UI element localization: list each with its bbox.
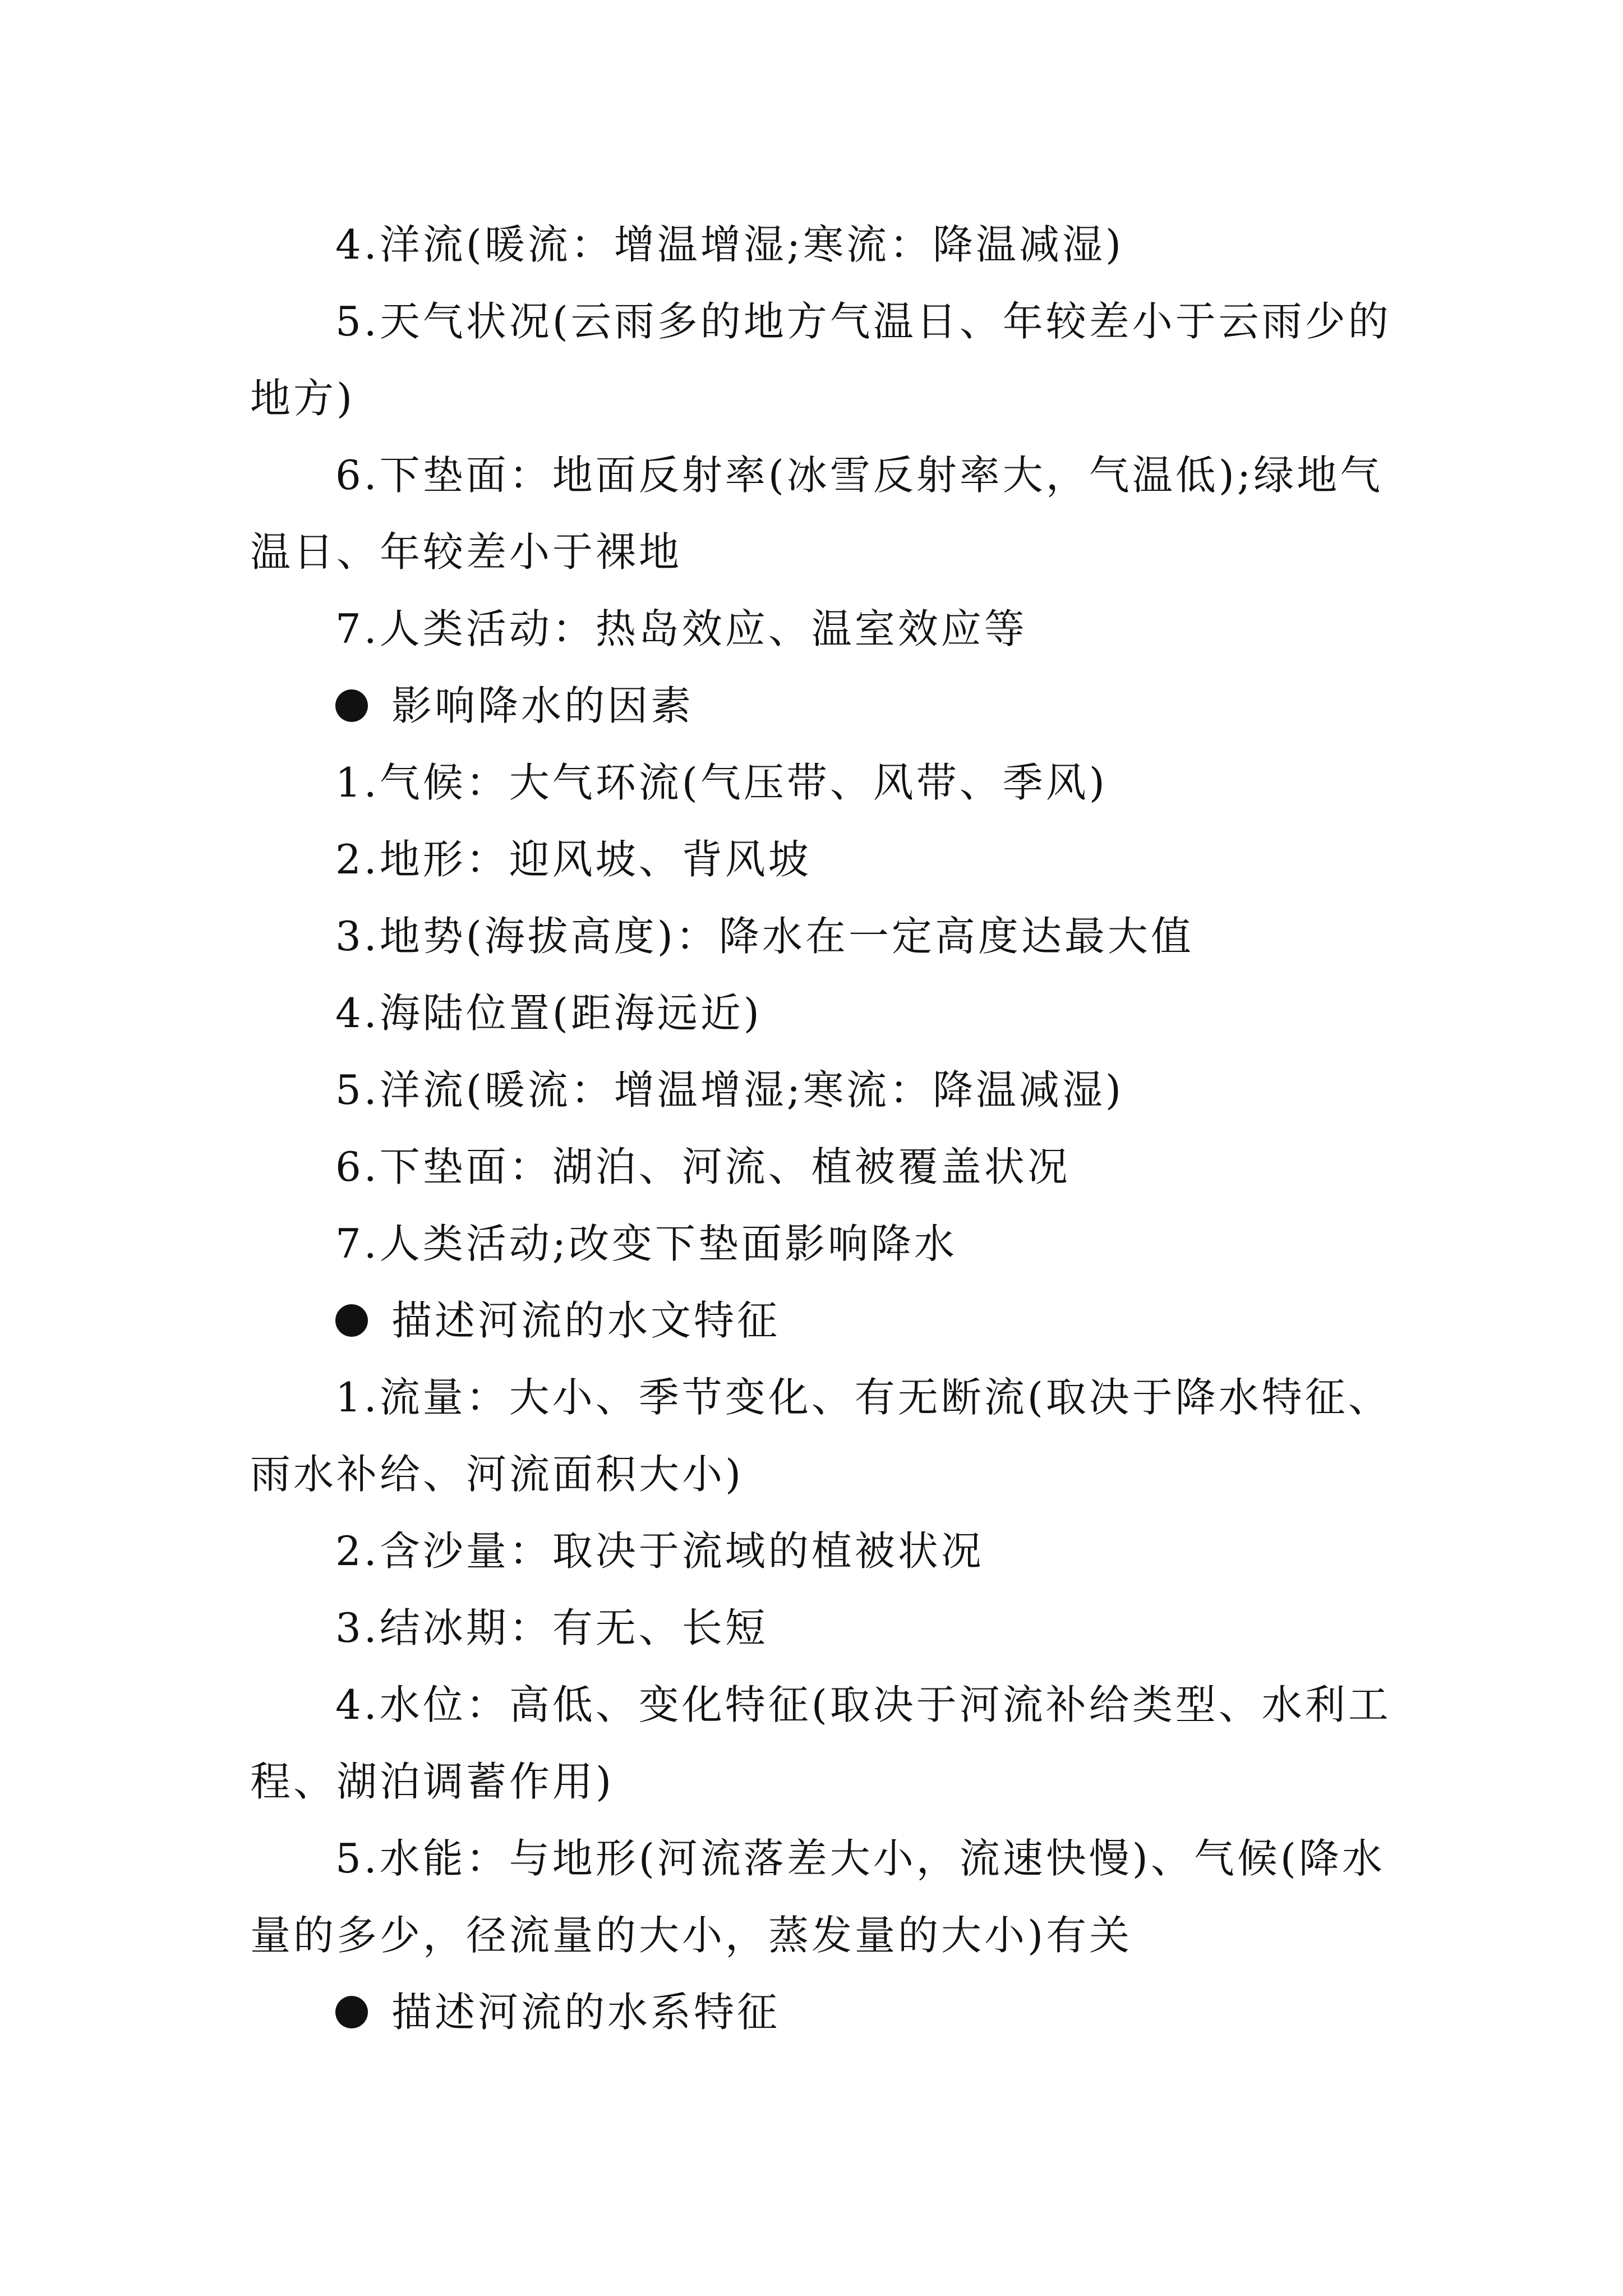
bullet-dot-icon — [335, 1996, 368, 2028]
text-line: 1.流量：大小、季节变化、有无断流(取决于降水特征、雨水补给、河流面积大小) — [250, 1374, 1391, 1498]
text-line: 5.水能：与地形(河流落差大小，流速快慢)、气候(降水量的多少，径流量的大小，蒸发量的大小)有关 — [250, 1835, 1385, 1959]
text-line: 3.结冰期：有无、长短 — [335, 1604, 768, 1651]
text-line: 5.洋流(暖流：增温增湿;寒流：降温减湿) — [335, 1066, 1124, 1114]
text-line: 5.天气状况(云雨多的地方气温日、年较差小于云雨少的地方) — [250, 298, 1391, 422]
bullet-dot-icon — [335, 1304, 368, 1337]
text-line: 1.气候：大气环流(气压带、风带、季风) — [335, 759, 1108, 806]
text-line: 4.洋流(暖流：增温增湿;寒流：降温减湿) — [335, 221, 1124, 268]
section-heading-text: 描述河流的水文特征 — [391, 1297, 781, 1344]
text-line: 3.地势(海拔高度)：降水在一定高度达最大值 — [335, 913, 1194, 960]
section-heading-text: 影响降水的因素 — [391, 682, 694, 729]
text-line: 4.海陆位置(距海远近) — [335, 990, 762, 1037]
text-line: 6.下垫面：湖泊、河流、植被覆盖状况 — [335, 1143, 1071, 1190]
text-line: 6.下垫面：地面反射率(冰雪反射率大，气温低);绿地气温日、年较差小于裸地 — [250, 452, 1384, 576]
section-heading — [250, 1282, 1405, 1359]
text-line: 4.水位：高低、变化特征(取决于河流补给类型、水利工程、湖泊调蓄作用) — [250, 1681, 1391, 1805]
bullet-dot-icon — [335, 689, 368, 722]
section-heading-text: 描述河流的水系特征 — [391, 1989, 781, 2036]
text-line: 2.地形：迎风坡、背风坡 — [335, 836, 811, 883]
text-line: 7.人类活动：热岛效应、温室效应等 — [335, 605, 1027, 652]
section-heading — [250, 1974, 1405, 2051]
text-line: 7.人类活动;改变下垫面影响降水 — [335, 1220, 957, 1267]
text-line: 2.含沙量：取决于流域的植被状况 — [335, 1527, 984, 1575]
section-heading — [250, 668, 1405, 744]
document-body — [250, 206, 1405, 2051]
